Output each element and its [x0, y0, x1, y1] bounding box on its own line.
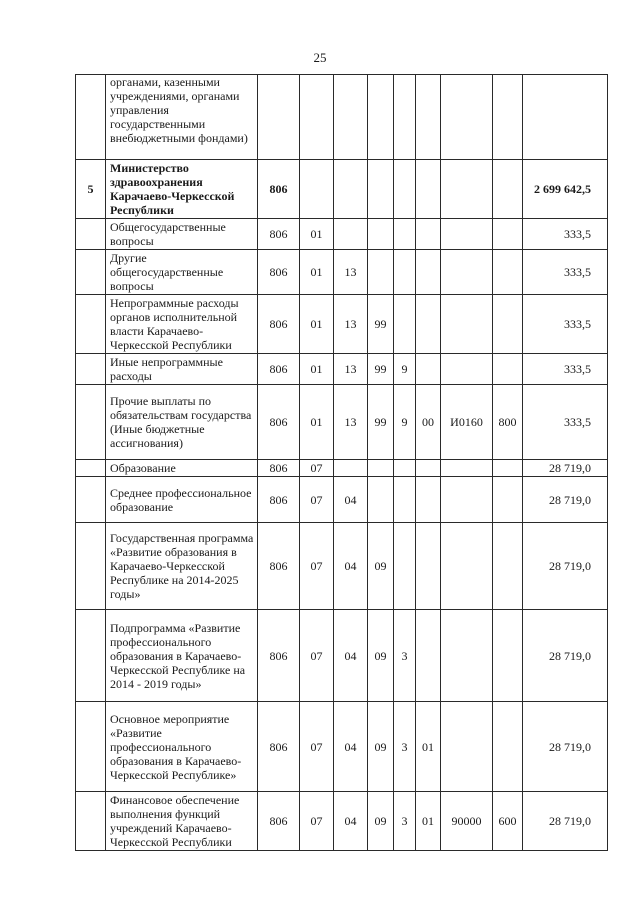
cell-c3: 04: [334, 610, 368, 702]
cell-amount: [523, 75, 608, 160]
cell-no: [76, 385, 106, 460]
cell-c8: [493, 477, 523, 523]
cell-c3: 13: [334, 385, 368, 460]
cell-c3: [334, 75, 368, 160]
cell-c4: [368, 477, 394, 523]
cell-c6: [416, 460, 441, 477]
cell-c5: 3: [394, 702, 416, 792]
table-row: [76, 477, 608, 523]
cell-c3: [334, 219, 368, 250]
cell-name: органами, казенными учреждениями, органами управления государственными внебюджетными фондами): [106, 75, 258, 160]
cell-name: Образование: [106, 460, 258, 477]
cell-c5: [394, 460, 416, 477]
cell-c3: 04: [334, 702, 368, 792]
cell-c7: [441, 610, 493, 702]
cell-c3: 04: [334, 523, 368, 610]
cell-c7: [441, 354, 493, 385]
cell-name: Общегосударственные вопросы: [106, 219, 258, 250]
cell-c5: [394, 477, 416, 523]
cell-c5: [394, 219, 416, 250]
cell-no: [76, 792, 106, 851]
cell-c2: 01: [300, 250, 334, 295]
budget-table: [75, 74, 608, 851]
cell-c3: [334, 460, 368, 477]
cell-c4: [368, 75, 394, 160]
cell-c8: [493, 460, 523, 477]
cell-c4: [368, 460, 394, 477]
cell-c6: [416, 477, 441, 523]
cell-c7: [441, 477, 493, 523]
cell-c2: 01: [300, 219, 334, 250]
cell-c3: 13: [334, 354, 368, 385]
cell-c4: [368, 219, 394, 250]
table-row: [76, 219, 608, 250]
cell-amount: 333,5: [523, 219, 608, 250]
cell-no: [76, 75, 106, 160]
cell-c2: [300, 160, 334, 219]
cell-c5: 3: [394, 792, 416, 851]
cell-no: [76, 610, 106, 702]
cell-c5: 9: [394, 385, 416, 460]
cell-c8: [493, 610, 523, 702]
cell-c4: [368, 160, 394, 219]
cell-c1: 806: [258, 385, 300, 460]
cell-name: Финансовое обеспечение выполнения функций учреждений Карачаево-Черкесской Республики: [106, 792, 258, 851]
cell-c4: 09: [368, 610, 394, 702]
cell-amount: 333,5: [523, 250, 608, 295]
cell-c8: [493, 354, 523, 385]
cell-c4: 09: [368, 702, 394, 792]
cell-amount: 28 719,0: [523, 702, 608, 792]
cell-c2: 07: [300, 792, 334, 851]
table-row: [76, 354, 608, 385]
cell-c8: [493, 75, 523, 160]
cell-c1: 806: [258, 295, 300, 354]
cell-c5: [394, 523, 416, 610]
cell-c1: [258, 75, 300, 160]
cell-c2: 07: [300, 702, 334, 792]
cell-c2: 01: [300, 385, 334, 460]
cell-c4: 09: [368, 523, 394, 610]
table-row: [76, 702, 608, 792]
cell-c6: [416, 250, 441, 295]
cell-c4: 99: [368, 385, 394, 460]
cell-c4: 99: [368, 295, 394, 354]
cell-c4: 99: [368, 354, 394, 385]
cell-c1: 806: [258, 219, 300, 250]
cell-c6: [416, 610, 441, 702]
cell-c8: [493, 295, 523, 354]
cell-amount: 28 719,0: [523, 792, 608, 851]
cell-c8: [493, 250, 523, 295]
cell-c7: И0160: [441, 385, 493, 460]
cell-c8: 800: [493, 385, 523, 460]
cell-amount: 333,5: [523, 385, 608, 460]
cell-c3: 13: [334, 250, 368, 295]
cell-c3: 04: [334, 477, 368, 523]
cell-c7: [441, 460, 493, 477]
cell-c1: 806: [258, 250, 300, 295]
table-row: [76, 250, 608, 295]
cell-c6: [416, 75, 441, 160]
cell-c8: [493, 219, 523, 250]
cell-no: [76, 460, 106, 477]
cell-c7: [441, 219, 493, 250]
cell-c1: 806: [258, 460, 300, 477]
table-row: [76, 523, 608, 610]
cell-no: 5: [76, 160, 106, 219]
cell-c4: 09: [368, 792, 394, 851]
table-row: [76, 75, 608, 160]
cell-amount: 28 719,0: [523, 460, 608, 477]
cell-c4: [368, 250, 394, 295]
cell-c6: 01: [416, 792, 441, 851]
table-row: [76, 460, 608, 477]
cell-no: [76, 295, 106, 354]
page-number: 25: [313, 50, 327, 65]
cell-c6: [416, 160, 441, 219]
cell-c5: [394, 250, 416, 295]
cell-name: Другие общегосударственные вопросы: [106, 250, 258, 295]
cell-no: [76, 250, 106, 295]
cell-no: [76, 477, 106, 523]
cell-name: Основное мероприятие «Развитие профессионального образования в Карачаево-Черкесской Республике»: [106, 702, 258, 792]
cell-c1: 806: [258, 792, 300, 851]
cell-no: [76, 354, 106, 385]
cell-name: Подпрограмма «Развитие профессионального образования в Карачаево-Черкесской Республике на 2014 - 2019 годы»: [106, 610, 258, 702]
cell-c2: 01: [300, 295, 334, 354]
cell-c2: 07: [300, 477, 334, 523]
cell-c1: 806: [258, 523, 300, 610]
cell-amount: 28 719,0: [523, 610, 608, 702]
cell-c6: 01: [416, 702, 441, 792]
cell-c2: 07: [300, 460, 334, 477]
cell-no: [76, 702, 106, 792]
cell-c7: [441, 250, 493, 295]
cell-c2: 01: [300, 354, 334, 385]
table-row: [76, 385, 608, 460]
cell-c5: 9: [394, 354, 416, 385]
cell-c5: [394, 75, 416, 160]
cell-name: Государственная программа «Развитие образования в Карачаево-Черкесской Республике на 2014-2025 годы»: [106, 523, 258, 610]
cell-c8: [493, 160, 523, 219]
cell-c5: [394, 295, 416, 354]
cell-amount: 28 719,0: [523, 523, 608, 610]
cell-c1: 806: [258, 477, 300, 523]
cell-c6: [416, 523, 441, 610]
cell-name: Среднее профессиональное образование: [106, 477, 258, 523]
cell-amount: 333,5: [523, 354, 608, 385]
cell-c7: [441, 702, 493, 792]
table-row: [76, 295, 608, 354]
cell-no: [76, 523, 106, 610]
cell-c5: 3: [394, 610, 416, 702]
cell-c7: [441, 295, 493, 354]
cell-c8: [493, 523, 523, 610]
cell-name: Министерство здравоохранения Карачаево-Черкесской Республики: [106, 160, 258, 219]
cell-c1: 806: [258, 610, 300, 702]
cell-c3: [334, 160, 368, 219]
cell-c6: [416, 219, 441, 250]
cell-c3: 13: [334, 295, 368, 354]
cell-c3: 04: [334, 792, 368, 851]
cell-amount: 333,5: [523, 295, 608, 354]
table-row: [76, 160, 608, 219]
cell-c7: [441, 523, 493, 610]
cell-c5: [394, 160, 416, 219]
table-row: [76, 610, 608, 702]
cell-c7: 90000: [441, 792, 493, 851]
cell-c8: 600: [493, 792, 523, 851]
cell-c1: 806: [258, 160, 300, 219]
cell-no: [76, 219, 106, 250]
cell-c7: [441, 75, 493, 160]
cell-amount: 28 719,0: [523, 477, 608, 523]
cell-name: Непрограммные расходы органов исполнительной власти Карачаево-Черкесской Республики: [106, 295, 258, 354]
cell-c2: 07: [300, 523, 334, 610]
table-row: [76, 792, 608, 851]
cell-c2: [300, 75, 334, 160]
cell-c6: [416, 354, 441, 385]
cell-name: Прочие выплаты по обязательствам государства (Иные бюджетные ассигнования): [106, 385, 258, 460]
cell-name: Иные непрограммные расходы: [106, 354, 258, 385]
cell-c1: 806: [258, 354, 300, 385]
cell-amount: 2 699 642,5: [523, 160, 608, 219]
cell-c2: 07: [300, 610, 334, 702]
cell-c6: [416, 295, 441, 354]
cell-c1: 806: [258, 702, 300, 792]
cell-c6: 00: [416, 385, 441, 460]
cell-c7: [441, 160, 493, 219]
cell-c8: [493, 702, 523, 792]
